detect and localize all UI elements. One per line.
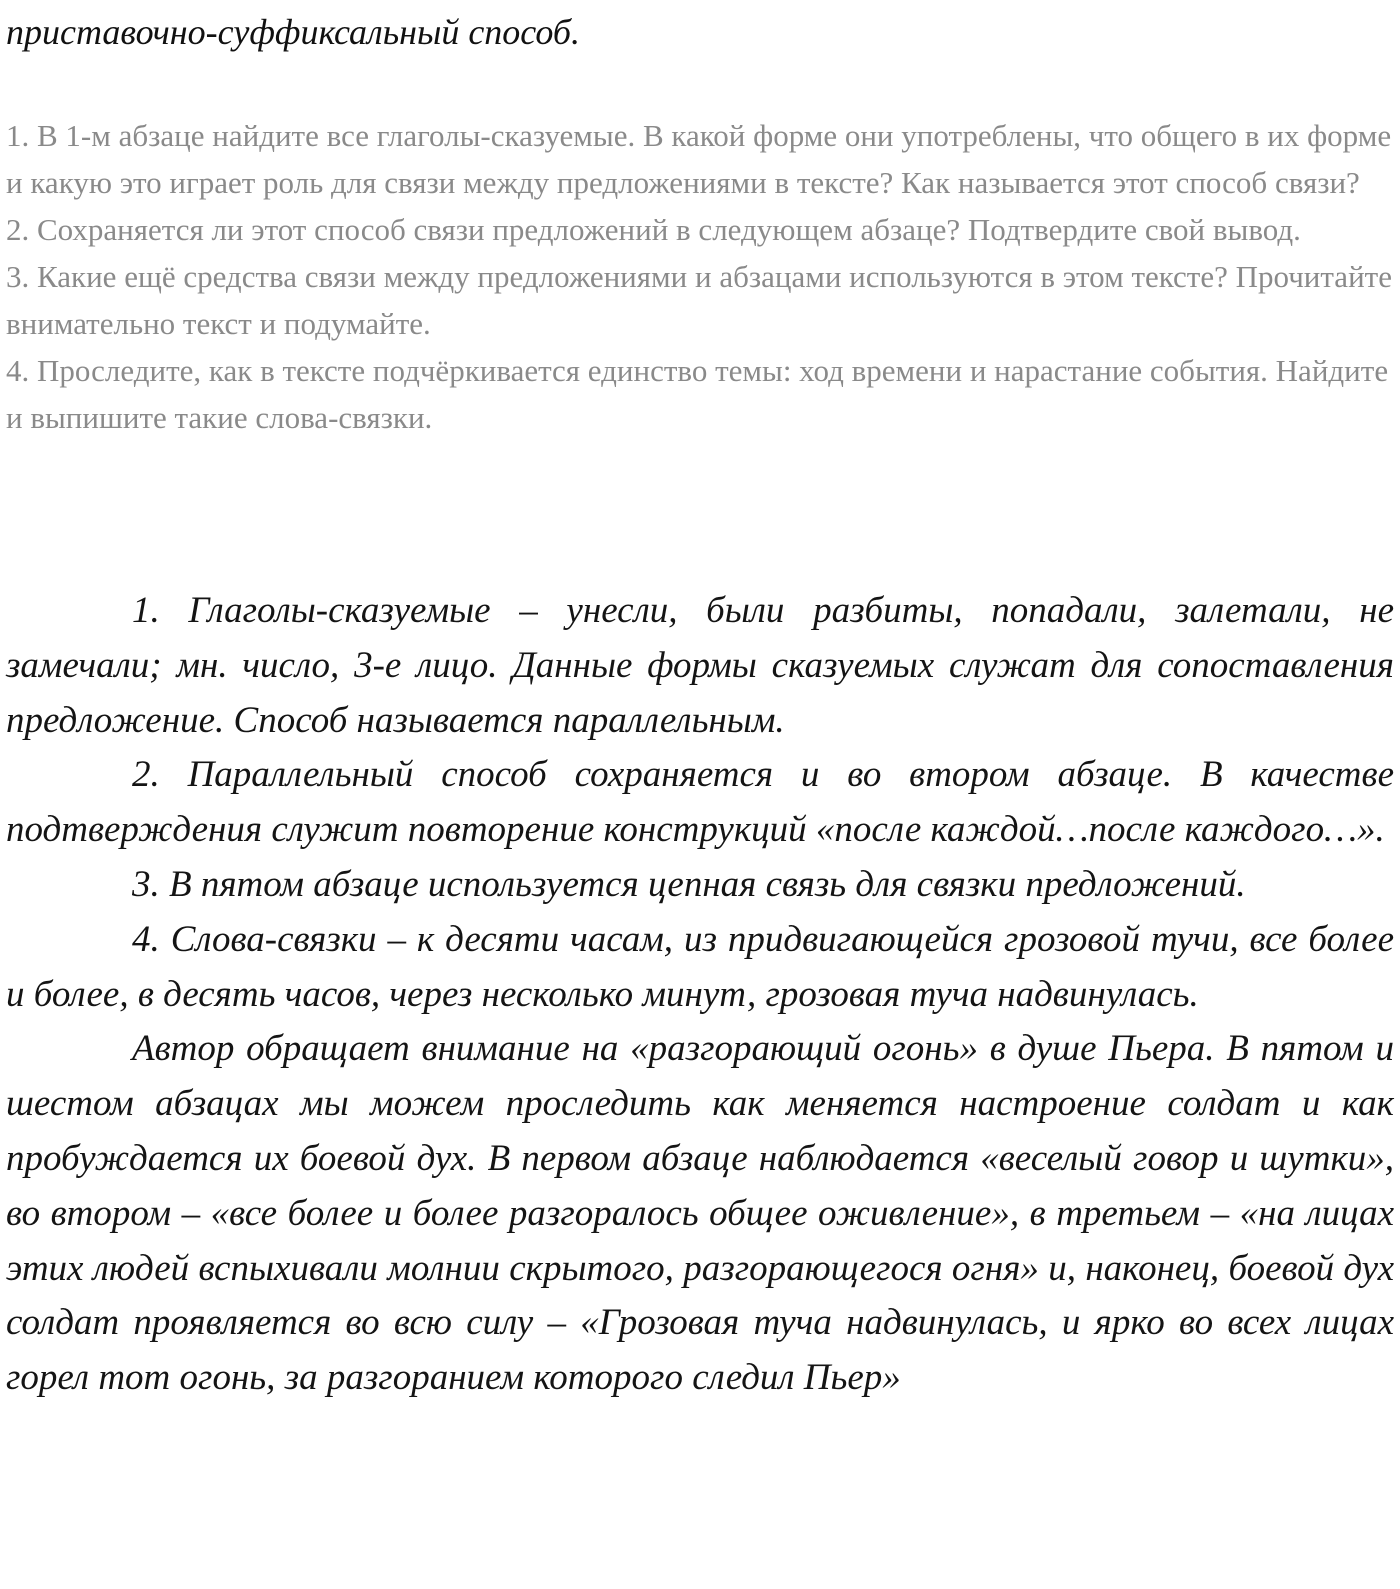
answer-summary: Автор обращает внимание на «разгорающий огонь» в душе Пьера. В пятом и шестом абзацах мы можем проследить как меняется настроение солдат и как пробуждается их боевой дух. В первом абзаце наблюдается «веселый говор и шутки», во втором – «все более и более разгоралось общее оживление», в третьем – «на лицах этих людей вспыхивали молнии скрытого, разгорающегося огня» и, наконец, боевой дух солдат проявляется во всю силу – «Грозовая туча надвинулась, и ярко во всех лицах горел тот огонь, за разгоранием которого следил Пьер» — [6, 1028, 1394, 1399]
previous-answer-tail: приставочно-суффиксальный способ. — [6, 12, 581, 52]
answer-2: 2. Параллельный способ сохраняется и во втором абзаце. В качестве подтверждения служит повторение конструкций «после каждой…после каждого…». — [6, 754, 1394, 851]
answer-1: 1. Глаголы-сказуемые – унесли, были разбиты, попадали, залетали, не замечали; мн. число, 3-е лицо. Данные формы сказуемых служат для сопоставления предложение. Способ называется параллельным. — [6, 590, 1394, 741]
answer-4: 4. Слова-связки – к десяти часам, из придвигающейся грозовой тучи, все более и более, в десять часов, через несколько минут, грозовая туча надвинулась. — [6, 918, 1394, 1015]
question-1: 1. В 1-м абзаце найдите все глаголы-сказуемые. В какой форме они употреблены, что общего в их форме и какую это играет роль для связи между предложениями в тексте? Как называется этот способ связи? — [6, 118, 1392, 200]
answer-3: 3. В пятом абзаце используется цепная связь для связки предложений. — [132, 863, 1246, 905]
question-2: 2. Сохраняется ли этот способ связи предложений в следующем абзаце? Подтвердите свой вывод. — [6, 212, 1301, 247]
answers-block — [6, 584, 1394, 1406]
question-3: 3. Какие ещё средства связи между предложениями и абзацами используются в этом тексте? Прочитайте внимательно текст и подумайте. — [6, 259, 1392, 341]
questions-block — [6, 112, 1394, 441]
question-4: 4. Проследите, как в тексте подчёркивается единство темы: ход времени и нарастание события. Найдите и выпишите такие слова-связки. — [6, 353, 1389, 435]
